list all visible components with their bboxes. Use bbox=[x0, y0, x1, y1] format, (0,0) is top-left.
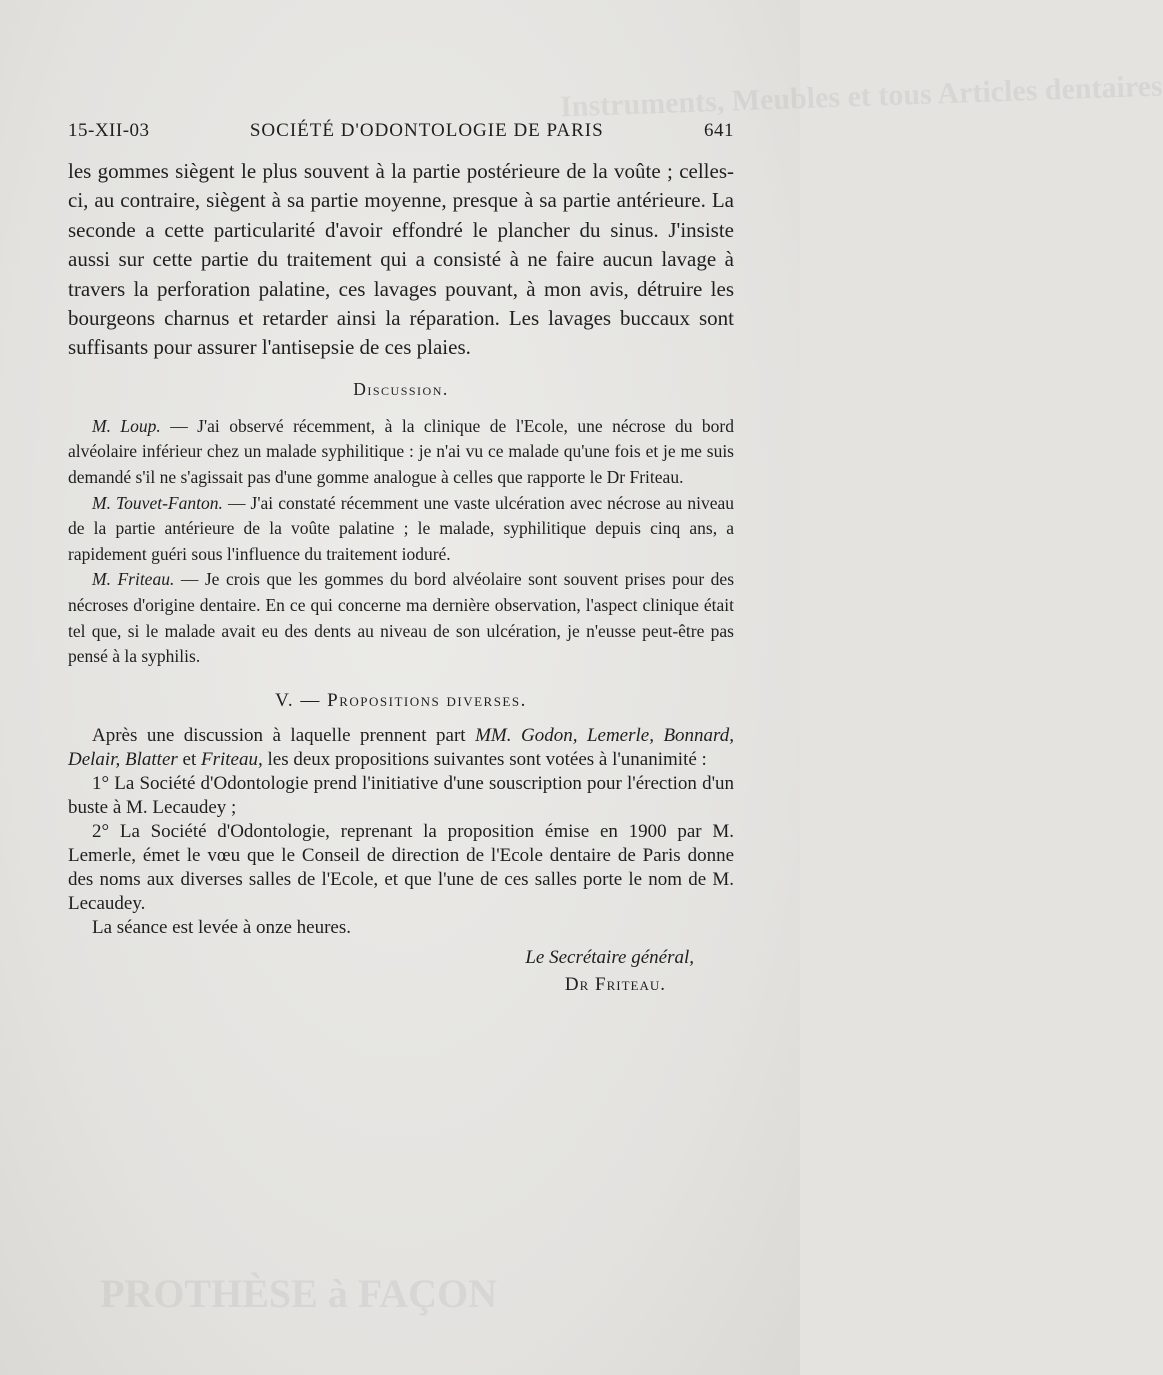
page-number: 641 bbox=[703, 120, 734, 141]
bleed-through-text: Instruments, Meubles et tous Articles dentaires bbox=[559, 69, 1163, 124]
discussion-entry bbox=[68, 491, 734, 568]
participant-names: MM. Godon, Lemerle, Bonnard, Delair, Blatter bbox=[68, 724, 734, 770]
propositions-intro bbox=[68, 724, 734, 772]
proposition-item: 2° La Société d'Odontologie, reprenant la proposition émise en 1900 par M. Lemerle, émet le vœu que le Conseil de direction de l'Ecole dentaire de Paris donne des noms aux diverses salles de l'Ecole, et que l'une de ces salles porte le nom de M. Lecaudey. bbox=[68, 820, 734, 914]
entry-text: — J'ai constaté récemment une vaste ulcération avec nécrose au niveau de la partie antérieure de la voûte palatine ; le malade, syphilitique depuis cinq ans, a rapidement guéri sous l'influence du traitement ioduré. bbox=[68, 492, 734, 564]
proposition-item: 1° La Société d'Odontologie prend l'initiative d'une souscription pour l'érection d'un buste à M. Lecaudey ; bbox=[68, 772, 734, 818]
intro-text: et bbox=[177, 748, 201, 770]
intro-text: les deux propositions suivantes sont votées à l'unanimité : bbox=[262, 748, 707, 770]
entry-text: — J'ai observé récemment, à la clinique de l'Ecole, une nécrose du bord alvéolaire inférieur chez un malade syphilitique : je n'ai vu ce malade qu'une fois et je me suis demandé s'il ne s'agissait pas d'une gomme analogue à celles que rapporte le Dr Friteau. bbox=[68, 415, 735, 488]
discussion-entry bbox=[68, 414, 734, 491]
intro-text: Après une discussion à laquelle prennent part bbox=[92, 724, 476, 746]
running-header bbox=[68, 120, 734, 142]
signature-name: Dr Friteau. bbox=[564, 973, 666, 995]
signature-role: Le Secrétaire général, bbox=[525, 946, 694, 968]
speaker-name: M. Touvet-Fanton. bbox=[92, 492, 223, 513]
discussion-heading: Discussion. bbox=[353, 378, 449, 399]
header-title: SOCIÉTÉ D'ODONTOLOGIE DE PARIS bbox=[249, 120, 604, 141]
bleed-through-text: PROTHÈSE à FAÇON bbox=[100, 1271, 498, 1316]
entry-text: — Je crois que les gommes du bord alvéolaire sont souvent prises pour des nécroses d'origine dentaire. En ce qui concerne ma dernière observation, l'aspect clinique était tel que, si le malade avait eu des dents au niveau de son ulcération, je n'eusse peut-être pas pensé à la syphilis. bbox=[68, 569, 734, 667]
propositions-heading: V. — Propositions diverses. bbox=[275, 689, 527, 711]
closing-line: La séance est levée à onze heures. bbox=[92, 916, 351, 938]
speaker-name: M. Friteau. bbox=[92, 569, 175, 590]
discussion-entry bbox=[68, 567, 734, 669]
participant-names: Friteau, bbox=[201, 748, 263, 770]
header-date: 15-XII-03 bbox=[68, 120, 150, 141]
intro-paragraph: les gommes siègent le plus souvent à la partie postérieure de la voûte ; celles-ci, au contraire, siègent à sa partie moyenne, presque à sa partie antérieure. La seconde a cette particularité d'avoir effondré le plancher du sinus. J'insiste aussi sur cette partie du traitement qui a consisté à ne faire aucun lavage à travers la perforation palatine, ces lavages pouvant, à mon avis, détruire les bourgeons charnus et retarder ainsi la réparation. Les lavages buccaux sont suffisants pour assurer l'antisepsie de ces plaies. bbox=[68, 159, 734, 360]
page-body bbox=[68, 157, 734, 998]
speaker-name: M. Loup. bbox=[92, 415, 161, 436]
